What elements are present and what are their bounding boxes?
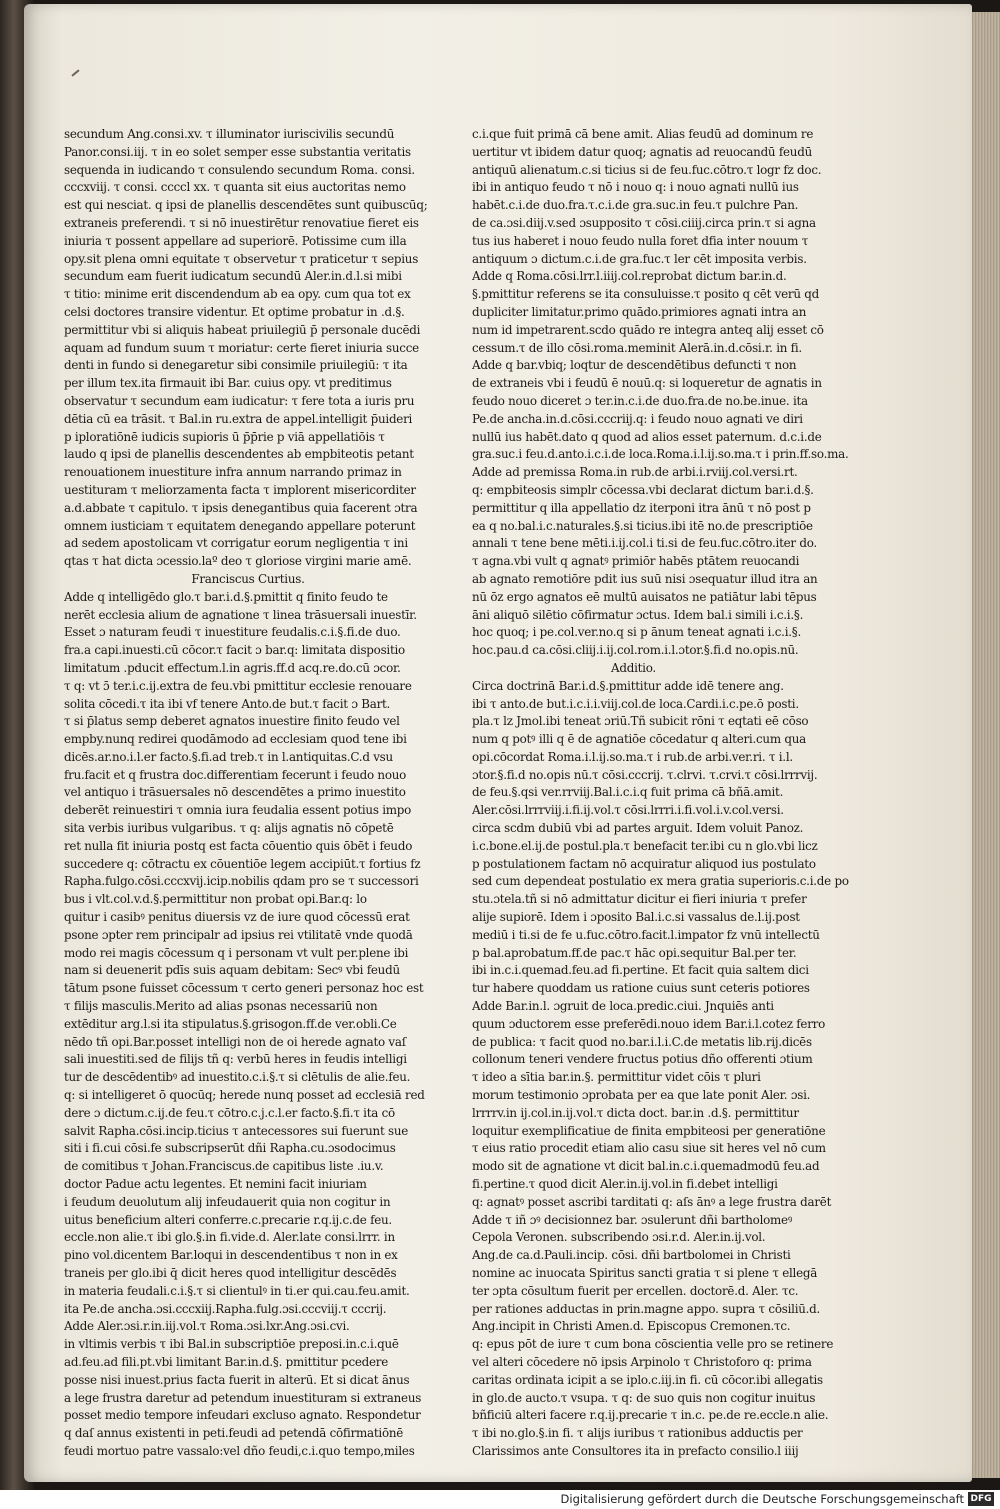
text-line: siti i fi.cui cōsi.fe subscripserūt dñi Rapha.cu.ɔsodocimus: [64, 1141, 396, 1156]
text-line: τ agna.vbi vult q agnatꝰ primiōr habēs ptātem reuocandi: [472, 554, 800, 569]
text-line: τ q: vt ɔ̄ ter.i.c.ij.extra de feu.vbi pmittitur ecclesie renouare: [64, 678, 412, 693]
text-line: τ titio: minime erit discendendum ab ea opy. cum qua tot ex: [64, 287, 411, 302]
text-line: uitus beneficium alteri conferre.c.precarie r.q.ij.c.de feu.: [64, 1212, 392, 1227]
text-line: posse nisi inuest.prius facta fuerit in alterū. Et si dicat ānus: [64, 1372, 410, 1387]
text-line: τ ibi no.glo.§.in fi. τ alijs iuribus τ rationibus adductis per: [472, 1426, 803, 1441]
left-column-addendum: [64, 589, 425, 1461]
text-line: nēdo tñ opi.Bar.posset intelligi non de oi herede agnato vaſ: [64, 1034, 406, 1049]
text-line: cessum.τ de illo cōsi.roma.meminit Alerā.in.d.cōsi.r. in fi.: [472, 340, 802, 355]
text-line: feudi mortuo patre vassalo:vel dño feudi,c.i.quo tempo,miles: [64, 1443, 415, 1458]
text-line: ad.feu.ad fili.pt.vbi limitant Bar.in.d.§. pmittitur pcedere: [64, 1354, 389, 1369]
text-line: feudo nouo diceret ɔ ter.in.c.i.de duo.fra.de no.be.inue. ita: [472, 393, 808, 408]
text-line: uestituram τ meliorzamenta facta τ implorent misericorditer: [64, 482, 416, 497]
text-line: qtas τ hat dicta ɔcessio.laº deo τ gloriose virgini marie amē.: [64, 554, 412, 569]
text-line: modo sit de agnatione vt dicit bal.in.c.i.quemadmodū feu.ad: [472, 1159, 820, 1174]
text-line: opy.sit plena omni equitate τ observetur τ praticetur τ sepius: [64, 251, 419, 266]
text-line: ab agnato remotiōre pdit ius suū nisi ɔsequatur illud itra an: [472, 571, 818, 586]
text-line: morum testimonio ɔprobata per ea que late ponit Aler. ɔsi.: [472, 1088, 811, 1103]
text-line: observatur τ secundum eam iudicatur: τ fere tota a iuris pru: [64, 393, 415, 408]
text-line: Panor.consi.iij. τ in eo solet semper esse substantia veritatis: [64, 144, 411, 159]
text-line: sali inuestiti.sed de filijs tñ q: verbū heres in feudis intelligi: [64, 1052, 407, 1067]
text-line: τ si p̄latus semp deberet agnatos inuestire finito feudo vel: [64, 714, 400, 729]
text-line: q: agnatꝰ posset ascribi tarditati q: aſs ānꝰ a lege frustra darēt: [472, 1194, 832, 1209]
text-line: quitur i casibꝰ penitus diuersis vz de iure quod cōcessū erat: [64, 910, 410, 925]
text-line: laudo q ipsi de planellis descendentes ab empbiteotis petant: [64, 447, 414, 462]
text-line: tātum psone fuisset cōcessum τ certo generi personaz hoc est: [64, 981, 424, 996]
text-line: ibi in antiquo feudo τ nō i nouo q: i nouo agnati nullū ius: [472, 180, 799, 195]
text-line: Aler.cōsi.lrrrviij.i.fi.ij.vol.τ cōsi.lrrri.i.fi.vol.i.v.col.versi.: [472, 803, 784, 818]
text-line: Esset ɔ naturam feudi τ inuestiture feudalis.c.i.§.fi.de duo.: [64, 625, 401, 640]
text-line: succedere q: cōtractu ex cōuentiōe legem accipiūt.τ fortius fz: [64, 856, 421, 871]
text-line: ret nulla fit iniuria postq est facta cōuentio quis ōbēt i feudo: [64, 838, 413, 853]
text-line: eccle.non alie.τ ibi glo.§.in fi.vide.d. Aler.late consi.lrrr. in: [64, 1230, 395, 1245]
text-line: Rapha.fulgo.cōsi.cccxvij.icip.nobilis qdam pro se τ successori: [64, 874, 419, 889]
left-text-column: [64, 126, 428, 1461]
text-line: traneis per glo.ibi q̄ dicit heres quod intelligitur descēdēs: [64, 1266, 397, 1280]
text-line: dere ɔ dictum.c.ij.de feu.τ cōtro.c.j.c.l.er facto.§.fi.τ ita cō: [64, 1105, 395, 1120]
text-line: i feudum deuolutum alij infeudauerit quia non cogitur in: [64, 1194, 391, 1209]
text-line: pino vol.dicentem Bar.loqui in descendentibus τ non in ex: [64, 1248, 398, 1263]
text-line: iniuria τ possent appellare ad superiorē. Potissime cum illa: [64, 233, 407, 248]
text-line: ibi in.c.i.quemad.feu.ad fi.pertine. Et facit quia saltem dici: [472, 963, 809, 978]
text-line: ita Pe.de ancha.ɔsi.cccxiij.Rapha.fulg.ɔsi.cccviij.τ cccrij.: [64, 1301, 387, 1316]
text-line: bñficiū alteri facere r.q.ij.precarie τ in.c. pe.de re.eccle.n alie.: [472, 1408, 829, 1423]
text-line: secundum eam fuerit iudicatum secundū Aler.in.d.l.si mibi: [64, 269, 402, 284]
text-line: nerēt ecclesia alium de agnatione τ linea trāsuersali inuestīr.: [64, 607, 417, 622]
text-line: de publica: τ facit quod no.bar.i.l.i.C.de metatis lib.rij.dicēs: [472, 1034, 812, 1049]
text-line: a lege frustra daretur ad petendum inuestituram si extraneus: [64, 1390, 422, 1405]
text-line: lrrrrv.in ij.col.in.ij.vol.τ dicta doct. bar.in .d.§. permittitur: [472, 1105, 799, 1120]
text-line: p postulationem factam nō acquiratur aliquod ius postulato: [472, 856, 816, 871]
text-line: Pe.de ancha.in.d.cōsi.cccriij.q: i feudo nouo agnati ve diri: [472, 411, 803, 426]
text-line: fru.facit et q frustra doc.differentiam fecerunt i feudo nouo: [64, 767, 407, 782]
text-line: permittitur vbi si aliquis habeat priuilegiū p̄ personale ducēdi: [64, 322, 421, 337]
text-line: q daſ annus existenti in peti.feudi ad petendā cōfirmatiōnē: [64, 1426, 404, 1441]
text-line: dicēs.ar.no.i.l.er facto.§.fi.ad treb.τ in l.antiquitas.C.d vsu: [64, 749, 393, 764]
text-line: opi.cōcordat Roma.i.l.ij.so.ma.τ i rub.de arbi.ver.ri. τ i.l.: [472, 749, 793, 764]
text-line: secundum Ang.consi.xv. τ illuminator iuriscivilis secundū: [64, 127, 395, 141]
text-line: mediū i ti.si de fe u.fuc.cōtro.facit.l.impator fz vnū intellectū: [472, 927, 820, 942]
dfg-credit-text: Digitalisierung gefördert durch die Deutsche Forschungsgemeinschaft: [560, 1492, 964, 1506]
text-line: sequenda in iudicando τ consulendo secundum Roma. consi.: [64, 162, 415, 177]
text-line: hoc.pau.d ca.cōsi.cliij.i.ij.col.rom.i.l.ɔtor.§.fi.d no.opis.nū.: [472, 643, 799, 658]
text-line: nam si deuenerit pdīs suis aquam debitam: Secꝰ vbi feudū: [64, 963, 400, 978]
text-line: vel alteri cōcedere nō ipsis Arpinolo τ Christoforo q: prima: [472, 1354, 812, 1369]
text-line: hoc quoq; i pe.col.ver.no.q si p ānum teneat agnati i.c.i.§.: [472, 625, 802, 640]
author-signature: Franciscus Curtius.: [191, 571, 305, 586]
addition-heading: Additio.: [611, 660, 656, 675]
text-line: extēditur arg.l.si ita stipulatus.§.grisogon.ff.de ver.obli.Ce: [64, 1016, 397, 1031]
text-line: empby.nunq redirei quodāmodo ad ecclesiam quod tene ibi: [64, 732, 407, 747]
text-line: τ ideo a sītia bar.in.§. permittitur videt cōis τ pluri: [472, 1070, 761, 1085]
closing-row: [472, 1443, 799, 1461]
text-line: in glo.de aucto.τ vsupa. τ q: de suo quis non cogitur inuitus: [472, 1390, 816, 1405]
text-line: antiquum ɔ dictum.c.i.de gra.fuc.τ ler cēt imposita verbis.: [472, 251, 807, 266]
text-line: renouationem inuestiture infra annum narrando primaz in: [64, 465, 402, 480]
text-line: τ eius ratio procedit etiam alio casu siue sit heres vel nō cum: [472, 1141, 826, 1156]
text-line: annali τ tene bene mēti.i.ij.col.i ti.si de feu.fuc.cōtro.iter do.: [472, 536, 817, 551]
text-line: dētia cū ea trāsit. τ Bal.in ru.extra de appel.intelligit p̄uideri: [64, 411, 413, 426]
text-line: psone ɔpter rem principalr ad ipsius rei vtilitatē vnde quodā: [64, 927, 413, 942]
text-line: uertitur vt ibidem datur quoq; agnatis ad reuocandū feudū: [472, 144, 812, 159]
text-line: doctor Padue actu legentes. Et nemini facit iniuriam: [64, 1177, 367, 1192]
text-line: Adde q Roma.cōsi.lrr.l.iiij.col.reprobat dictum bar.in.d.: [472, 269, 787, 284]
text-line: Ang.incipit in Christi Amen.d. Episcopus Cremonen.τc.: [472, 1319, 791, 1334]
text-line: q: epus pōt de iure τ cum bona cōscientia velle pro se retinere: [472, 1337, 834, 1352]
text-line: nomine ac inuocata Spiritus sancti gratia τ si plene τ ellegā: [472, 1266, 818, 1280]
text-line: p bal.aprobatum.ff.de pac.τ hāc opi.sequitur Bal.per ter.: [472, 945, 797, 960]
text-line: nullū ius habēt.dato q quod ad alios esset paternum. d.c.i.de: [472, 429, 822, 444]
text-line: bus i vlt.col.v.d.§.permittitur non probat opi.Bar.q: lo: [64, 892, 367, 907]
text-line: ɔtor.§.fi.d no.opis nū.τ cōsi.cccrij. τ.clrvi. τ.crvi.τ cōsi.lrrrvij.: [472, 767, 818, 782]
text-line: extraneis preferendi. τ si nō inuestirētur renovatiue fieret eis: [64, 215, 419, 230]
text-line: ad sedem apostolicam vt corrigatur eorum negligentia τ ini: [64, 536, 408, 551]
text-line: de comitibus τ Johan.Franciscus.de capitibus liste .iu.v.: [64, 1159, 384, 1174]
text-line: permittitur q illa appellatio dz iterponi itra ānū τ nō post p: [472, 500, 811, 515]
text-line: collonum teneri vendere fructus potius dño offerenti ɔtium: [472, 1052, 813, 1067]
text-line: denti in fundo si denegaretur sibi consimile priuilegiū: τ ita: [64, 358, 408, 373]
text-line: per illum tex.ita firmauit ibi Bar. cuius opy. vt preditimus: [64, 376, 392, 391]
text-line: posset medio tempore infeudari excluso agnato. Respondetur: [64, 1408, 421, 1423]
right-text-column: [472, 126, 849, 1461]
text-line: āni aliquō silētio cōfirmatur ɔctus. Idem bal.i simili i.c.i.§.: [472, 607, 804, 622]
text-line: gra.suc.i feu.d.anto.i.c.i.de loca.Roma.i.l.ij.so.ma.τ i prin.ff.so.ma.: [472, 447, 849, 462]
text-line: §.pmittitur referens se ita consuluisse.τ posito q cēt verū qd: [472, 287, 819, 302]
left-column-body: [64, 126, 428, 571]
text-line: i.c.bone.el.ij.de postul.pla.τ benefacit ter.ibi cu n glo.vbi licz: [472, 838, 818, 853]
text-line: q: si intelligeret ō quocūq; herede nunq posset ad ecclesiā red: [64, 1088, 425, 1103]
text-line: Ang.de ca.d.Pauli.incip. cōsi. dñi bartbolomei in Christi: [472, 1248, 791, 1263]
text-line: aquam ad fundum suum τ moriatur: certe fieret iniuria succe: [64, 340, 419, 355]
text-line: vel antiquo i trāsuersales nō descendētes a primo inuestito: [64, 785, 406, 800]
text-line: loquitur exemplificatiue de finita empbiteosi per generatiōne: [472, 1123, 826, 1138]
text-line: sita verbis iuribus vulgaribus. τ q: alijs agnatis nō cōpetē: [64, 821, 394, 836]
text-line: fra.a capi.inuesti.cū cōcor.τ facit ɔ bar.q: limitata dispositio: [64, 643, 405, 658]
text-line: a.d.abbate τ capitulo. τ ipsis denegantibus quia facerent ɔtra: [64, 500, 418, 515]
text-line: est qui nesciat. q ipsi de planellis descendētes sunt quibuscūq;: [64, 198, 428, 213]
right-column-body: [472, 126, 849, 660]
text-line: antiquū alienatum.c.si ticius si de feu.fuc.cōtro.τ logr fz doc.: [472, 162, 822, 177]
text-line: omnem iusticiam τ equitatem denegando appellare poterunt: [64, 518, 416, 533]
text-line: salvit Rapha.cōsi.incip.ticius τ antecessores sui fuerunt sue: [64, 1123, 409, 1138]
text-line: q: empbiteosis simplr cōcessa.vbi declarat dictum bar.i.d.§.: [472, 482, 814, 497]
text-line: celsi doctores transire videntur. Et optime probatur in .d.§.: [64, 304, 405, 319]
text-line: deberēt reinuestiri τ omnia iura feudalia essent potius impo: [64, 803, 412, 818]
text-line: stu.ɔtela.tñ si nō admittatur dicitur ei fieri iniuria τ prefer: [472, 892, 807, 907]
text-line: solita cōcedi.τ ita ibi vf tenere Anto.de but.τ facit ɔ Bart.: [64, 696, 391, 711]
text-line: circa scdm dubiū vbi ad partes arguit. Idem voluit Panoz.: [472, 821, 804, 836]
text-line: per rationes adductas in prin.magne appo. supra τ cōsiliū.d.: [472, 1301, 821, 1316]
text-line: c.i.que fuit primā cā bene amit. Alias feudū ad dominum re: [472, 127, 814, 141]
closing-line: Clarissimos ante Consultores ita in prefacto consilio.: [472, 1443, 778, 1458]
text-line: Adde Bar.in.l. ɔgruit de loca.predic.ciui. Jnquiēs anti: [472, 999, 774, 1014]
text-line: limitatum .pducit effectum.l.in agris.ff.d acq.re.do.cū ɔcor.: [64, 660, 401, 675]
text-line: pla.τ lz Jmol.ibi teneat ɔriū.Tñ subicit rōni τ eqtati eē cōso: [472, 714, 809, 729]
text-line: in vltimis verbis τ ibi Bal.in subscriptiōe preposi.in.c.i.quē: [64, 1337, 399, 1352]
text-line: caritas ordinata icipit a se iplo.c.iij.in fi. cū cōcor.ibi allegatis: [472, 1372, 823, 1387]
text-line: Adde τ iñ ɔꝰ decisionnez bar. ɔsulerunt dñi bartholomeꝰ: [472, 1212, 793, 1227]
text-line: Cepola Veronen. subscribendo ɔsi.r.d. Aler.in.ij.vol.: [472, 1230, 766, 1245]
text-line: in materia feudali.c.i.§.τ si clientulꝰ in ti.er qui.cau.feu.amit.: [64, 1283, 410, 1298]
text-line: Adde q bar.vbiq; loqtur de descendētibus defuncti τ non: [472, 358, 797, 373]
text-line: nū ōz ergo agnatos eē multū auisatos ne patiātur labi tēpus: [472, 589, 817, 604]
text-line: ea q no.bal.i.c.naturales.§.si ticius.ibi itē no.de prescriptiōe: [472, 518, 813, 533]
dfg-logo: DFG: [968, 1492, 994, 1506]
text-line: tur habere quoddam us ratione cuius sunt ceteris potiores: [472, 981, 810, 996]
text-line: Adde ad premissa Roma.in rub.de arbi.i.rviij.col.versi.rt.: [472, 465, 798, 480]
text-line: habēt.c.i.de duo.fra.τ.c.i.de gra.suc.in feu.τ pulchre Pan.: [472, 198, 799, 213]
folio-number: l iiij: [777, 1443, 799, 1458]
page-edges: [972, 12, 1000, 1478]
text-line: Circa doctrinā Bar.i.d.§.pmittitur adde idē tenere ang.: [472, 678, 784, 693]
text-line: de ca.ɔsi.diij.v.sed ɔsupposito τ cōsi.ciiij.circa prin.τ si agna: [472, 215, 816, 230]
text-line: tur de descēdentibꝰ ad inuestito.c.i.§.τ si clētulis de alie.feu.: [64, 1070, 411, 1085]
text-line: τ filijs masculis.Merito ad alias psonas necessariū non: [64, 999, 378, 1014]
text-line: Adde Aler.ɔsi.r.in.iij.vol.τ Roma.ɔsi.lxr.Ang.ɔsi.cvi.: [64, 1319, 350, 1334]
text-line: sed cum dependeat postulatio ex mera gratia superioris.c.i.de po: [472, 874, 849, 889]
text-line: fi.pertine.τ quod dicit Aler.in.ij.vol.in fi.debet intelligi: [472, 1177, 778, 1192]
text-line: cccxviij. τ consi. ccccl xx. τ quanta sit eius auctoritas nemo: [64, 180, 406, 195]
text-line: p iploratiōnē iudicis supioris ū p̄p̄rie p viā appellatiōis τ: [64, 429, 385, 444]
text-line: tus ius haberet i nouo feudo nulla foret dfia inter nouum τ: [472, 233, 809, 248]
text-line: ter ɔpta cōsultum fuerit per ercellen. doctorē.d. Aler. τc.: [472, 1283, 799, 1298]
text-line: de feu.§.qsi ver.rrviij.Bal.i.c.i.q fuit prima cā bñā.amit.: [472, 785, 784, 800]
text-line: Adde q intelligēdo glo.τ bar.i.d.§.pmittit q finito feudo te: [64, 589, 388, 604]
text-line: num q potꝰ illi q ē de agnatiōe cōcedatur q alteri.cum qua: [472, 732, 806, 747]
text-line: ibi τ anto.de but.i.c.i.i.viij.col.de loca.Cardi.i.c.pe.ō posti.: [472, 696, 799, 711]
text-line: de extraneis vbi i feudū ē nouū.q: si loqueretur de agnatis in: [472, 376, 822, 391]
text-line: num id impetrarent.scdo quādo re integra anteq alij esset cō: [472, 322, 824, 337]
right-column-addendum: [472, 678, 849, 1443]
text-line: quum ɔductorem esse preferēdi.nouo idem Bar.i.l.cotez ferro: [472, 1016, 825, 1031]
text-line: dupliciter limitatur.primo quādo.primiores agnati intra an: [472, 304, 807, 319]
text-line: alije supiorē. Idem i ɔposito Bal.i.c.si vassalus de.l.ij.post: [472, 910, 800, 925]
text-line: modo rei magis cōcessum q i personam vt vult per.plene ibi: [64, 945, 409, 960]
